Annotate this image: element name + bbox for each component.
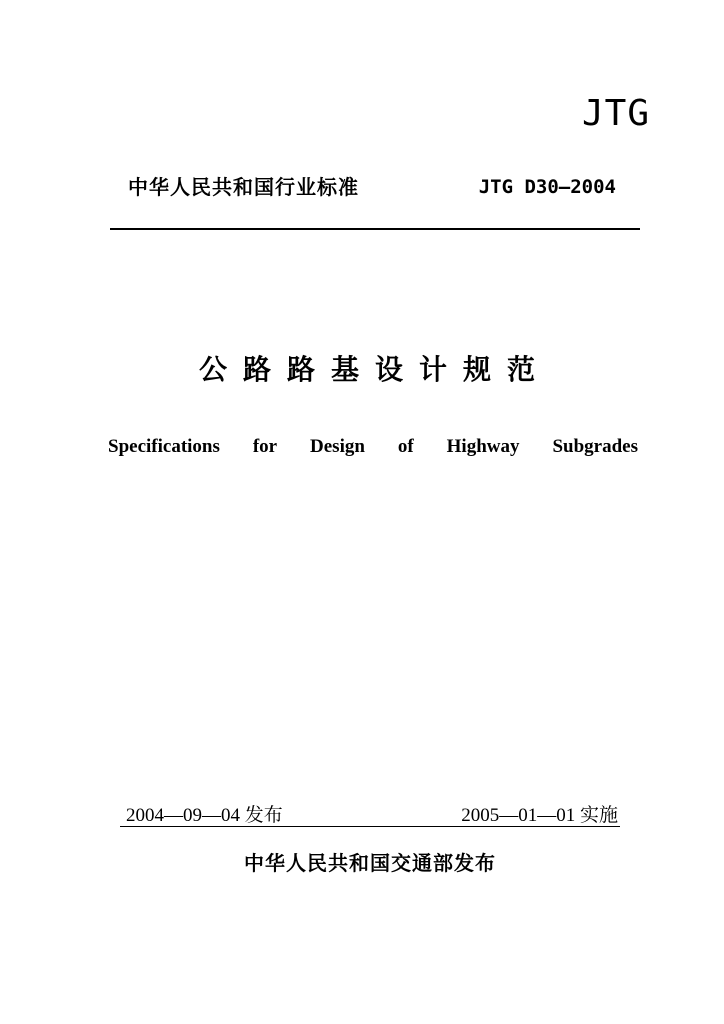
title-english-word: for — [252, 436, 278, 457]
standard-code: JTG D30—2004 — [478, 176, 616, 198]
title-english-word: Design — [310, 436, 365, 457]
title-english-word: Subgrades — [552, 436, 638, 457]
title-english — [108, 432, 638, 462]
jtg-mark: JTG — [581, 93, 650, 134]
publisher: 中华人民共和国交通部发布 — [244, 851, 496, 875]
title-english-word: of — [397, 436, 414, 457]
issue-date: 2004—09—04 发布 — [126, 805, 283, 826]
header-divider — [110, 228, 640, 230]
title-chinese: 公路路基设计规范 — [198, 353, 551, 386]
standard-header — [110, 170, 640, 204]
date-underline — [120, 826, 620, 827]
title-english-word: Specifications — [108, 436, 220, 457]
title-english-word: Highway — [446, 436, 520, 457]
implementation-date: 2005—01—01 实施 — [461, 805, 618, 826]
standard-type: 中华人民共和国行业标准 — [128, 175, 359, 199]
